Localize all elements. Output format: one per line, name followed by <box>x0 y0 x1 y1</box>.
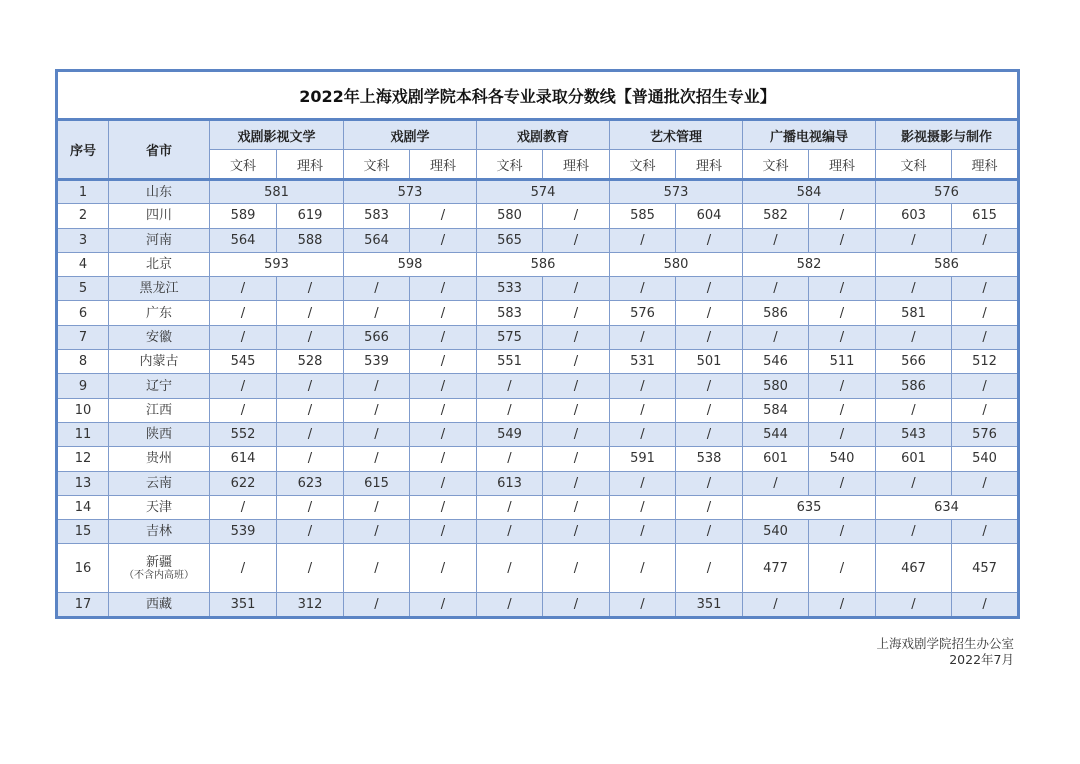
arts-score-cell: 539 <box>210 520 277 544</box>
province-name: 广东 <box>145 305 172 321</box>
row-index: 7 <box>57 325 109 349</box>
science-score-cell: / <box>676 398 743 422</box>
province-name: 云南 <box>145 475 172 491</box>
arts-score-cell: / <box>344 520 410 544</box>
score-cell-merged: 634 <box>876 495 1019 519</box>
arts-subheader: 文科 <box>344 150 410 180</box>
row-index: 5 <box>57 277 109 301</box>
science-score-cell: / <box>809 301 876 325</box>
science-score-cell: / <box>277 398 344 422</box>
science-score-cell: / <box>809 520 876 544</box>
science-score-cell: / <box>543 422 610 446</box>
arts-score-cell: 584 <box>743 398 809 422</box>
science-score-cell: / <box>676 374 743 398</box>
science-score-cell: 540 <box>809 447 876 471</box>
arts-score-cell: / <box>876 228 952 252</box>
arts-score-cell: 583 <box>344 204 410 228</box>
arts-score-cell: / <box>344 398 410 422</box>
arts-score-cell: 544 <box>743 422 809 446</box>
province-cell <box>109 447 210 471</box>
index-header: 序号 <box>57 120 109 180</box>
province-name: 江西 <box>145 402 172 418</box>
arts-score-cell: 589 <box>210 204 277 228</box>
science-score-cell: / <box>410 374 477 398</box>
science-score-cell: / <box>543 301 610 325</box>
science-score-cell: / <box>543 350 610 374</box>
arts-score-cell: / <box>610 495 676 519</box>
score-cell-merged: 573 <box>610 180 743 204</box>
science-score-cell: / <box>809 544 876 593</box>
table-row <box>57 447 1019 471</box>
arts-score-cell: 601 <box>743 447 809 471</box>
science-score-cell: / <box>676 301 743 325</box>
arts-score-cell: 477 <box>743 544 809 593</box>
province-cell <box>109 228 210 252</box>
admission-score-table <box>55 69 1020 619</box>
science-subheader: 理科 <box>277 150 344 180</box>
science-score-cell: / <box>410 544 477 593</box>
arts-score-cell: 586 <box>876 374 952 398</box>
science-score-cell: / <box>277 422 344 446</box>
table-row <box>57 228 1019 252</box>
arts-score-cell: 583 <box>477 301 543 325</box>
province-cell <box>109 398 210 422</box>
science-score-cell: 511 <box>809 350 876 374</box>
score-table-container <box>55 69 1017 619</box>
arts-score-cell: / <box>876 520 952 544</box>
province-cell <box>109 204 210 228</box>
science-score-cell: / <box>809 277 876 301</box>
arts-score-cell: / <box>210 325 277 349</box>
score-cell-merged: 586 <box>477 252 610 276</box>
arts-score-cell: / <box>610 422 676 446</box>
row-index: 17 <box>57 593 109 617</box>
arts-score-cell: 580 <box>477 204 543 228</box>
arts-score-cell: 581 <box>876 301 952 325</box>
score-cell-merged: 574 <box>477 180 610 204</box>
province-name: 西藏 <box>145 597 172 613</box>
arts-score-cell: 585 <box>610 204 676 228</box>
row-index: 14 <box>57 495 109 519</box>
arts-score-cell: / <box>210 374 277 398</box>
arts-score-cell: 580 <box>743 374 809 398</box>
major-header: 戏剧学 <box>344 120 477 150</box>
science-score-cell: / <box>543 228 610 252</box>
science-score-cell: / <box>410 301 477 325</box>
science-score-cell: 312 <box>277 593 344 617</box>
arts-score-cell: / <box>876 471 952 495</box>
arts-score-cell: / <box>610 593 676 617</box>
science-score-cell: 615 <box>952 204 1019 228</box>
science-score-cell: 588 <box>277 228 344 252</box>
arts-subheader: 文科 <box>876 150 952 180</box>
row-index: 12 <box>57 447 109 471</box>
science-score-cell: / <box>410 422 477 446</box>
science-score-cell: 457 <box>952 544 1019 593</box>
science-score-cell: / <box>676 325 743 349</box>
province-name: 天津 <box>145 500 172 515</box>
arts-score-cell: 545 <box>210 350 277 374</box>
science-score-cell: / <box>543 374 610 398</box>
row-index: 4 <box>57 252 109 276</box>
arts-score-cell: 531 <box>610 350 676 374</box>
arts-score-cell: 549 <box>477 422 543 446</box>
arts-score-cell: 351 <box>210 593 277 617</box>
science-score-cell: / <box>952 374 1019 398</box>
arts-score-cell: / <box>344 277 410 301</box>
province-cell <box>109 544 210 593</box>
science-score-cell: / <box>676 520 743 544</box>
table-row <box>57 520 1019 544</box>
row-index: 3 <box>57 228 109 252</box>
arts-score-cell: 576 <box>610 301 676 325</box>
science-score-cell: / <box>277 277 344 301</box>
province-name: 内蒙古 <box>139 354 179 370</box>
arts-score-cell: / <box>344 422 410 446</box>
science-score-cell: / <box>676 544 743 593</box>
table-row <box>57 471 1019 495</box>
arts-score-cell: / <box>210 398 277 422</box>
science-score-cell: / <box>410 398 477 422</box>
science-score-cell: / <box>410 350 477 374</box>
arts-score-cell: / <box>344 495 410 519</box>
science-score-cell: / <box>410 277 477 301</box>
arts-score-cell: / <box>210 544 277 593</box>
science-score-cell: / <box>543 325 610 349</box>
score-cell-merged: 581 <box>210 180 344 204</box>
science-score-cell: 540 <box>952 447 1019 471</box>
arts-score-cell: 552 <box>210 422 277 446</box>
score-cell-merged: 584 <box>743 180 876 204</box>
row-index: 6 <box>57 301 109 325</box>
province-name: 山东 <box>145 184 172 200</box>
arts-score-cell: 543 <box>876 422 952 446</box>
table-row <box>57 180 1019 204</box>
arts-subheader: 文科 <box>743 150 809 180</box>
science-subheader: 理科 <box>809 150 876 180</box>
arts-score-cell: / <box>610 544 676 593</box>
arts-score-cell: / <box>743 593 809 617</box>
arts-score-cell: 566 <box>876 350 952 374</box>
science-score-cell: / <box>952 593 1019 617</box>
arts-subheader: 文科 <box>477 150 543 180</box>
science-score-cell: / <box>543 398 610 422</box>
table-row <box>57 252 1019 276</box>
science-score-cell: / <box>277 301 344 325</box>
province-name: 北京 <box>145 257 172 273</box>
arts-score-cell: 540 <box>743 520 809 544</box>
table-title: 2022年上海戏剧学院本科各专业录取分数线【普通批次招生专业】 <box>57 71 1019 120</box>
table-row <box>57 277 1019 301</box>
science-score-cell: / <box>277 447 344 471</box>
science-subheader: 理科 <box>676 150 743 180</box>
science-score-cell: / <box>952 228 1019 252</box>
science-score-cell: / <box>543 204 610 228</box>
province-name: 吉林 <box>145 524 172 540</box>
arts-score-cell: / <box>477 398 543 422</box>
arts-score-cell: / <box>610 398 676 422</box>
arts-score-cell: 551 <box>477 350 543 374</box>
science-score-cell: / <box>952 277 1019 301</box>
major-header: 广播电视编导 <box>743 120 876 150</box>
arts-score-cell: / <box>344 593 410 617</box>
science-score-cell: / <box>410 495 477 519</box>
arts-score-cell: / <box>610 228 676 252</box>
arts-score-cell: / <box>743 325 809 349</box>
science-score-cell: 619 <box>277 204 344 228</box>
science-score-cell: / <box>410 593 477 617</box>
arts-score-cell: 613 <box>477 471 543 495</box>
province-cell <box>109 593 210 617</box>
province-cell <box>109 301 210 325</box>
science-score-cell: / <box>676 495 743 519</box>
arts-score-cell: 564 <box>210 228 277 252</box>
province-name: 贵州 <box>145 451 172 467</box>
table-row <box>57 398 1019 422</box>
province-header: 省市 <box>109 120 210 180</box>
arts-score-cell: / <box>210 277 277 301</box>
science-score-cell: 623 <box>277 471 344 495</box>
major-header: 戏剧教育 <box>477 120 610 150</box>
score-cell-merged: 593 <box>210 252 344 276</box>
science-score-cell: / <box>809 593 876 617</box>
arts-score-cell: / <box>876 593 952 617</box>
province-cell <box>109 252 210 276</box>
row-index: 15 <box>57 520 109 544</box>
footer-signature <box>876 636 1014 668</box>
science-score-cell: / <box>277 520 344 544</box>
science-score-cell: / <box>809 471 876 495</box>
row-index: 13 <box>57 471 109 495</box>
science-score-cell: 512 <box>952 350 1019 374</box>
row-index: 1 <box>57 180 109 204</box>
province-name: 陕西 <box>145 427 172 443</box>
province-name: 安徽 <box>145 329 172 345</box>
science-score-cell: / <box>543 277 610 301</box>
science-score-cell: / <box>543 520 610 544</box>
science-score-cell: / <box>277 374 344 398</box>
arts-subheader: 文科 <box>210 150 277 180</box>
arts-score-cell: 615 <box>344 471 410 495</box>
score-cell-merged: 635 <box>743 495 876 519</box>
arts-score-cell: / <box>344 544 410 593</box>
table-row <box>57 325 1019 349</box>
arts-score-cell: / <box>344 447 410 471</box>
arts-score-cell: 622 <box>210 471 277 495</box>
arts-score-cell: / <box>876 398 952 422</box>
office-name: 上海戏剧学院招生办公室 <box>876 636 1014 651</box>
arts-score-cell: / <box>610 374 676 398</box>
score-cell-merged: 598 <box>344 252 477 276</box>
province-cell <box>109 374 210 398</box>
arts-score-cell: / <box>876 325 952 349</box>
science-score-cell: / <box>952 471 1019 495</box>
province-cell <box>109 495 210 519</box>
major-header: 艺术管理 <box>610 120 743 150</box>
arts-score-cell: / <box>743 228 809 252</box>
province-name: 辽宁 <box>145 378 172 394</box>
table-row <box>57 422 1019 446</box>
science-score-cell: / <box>410 447 477 471</box>
arts-score-cell: 539 <box>344 350 410 374</box>
arts-score-cell: / <box>610 471 676 495</box>
science-score-cell: / <box>952 520 1019 544</box>
row-index: 9 <box>57 374 109 398</box>
science-score-cell: / <box>809 325 876 349</box>
arts-score-cell: / <box>610 277 676 301</box>
science-subheader: 理科 <box>543 150 610 180</box>
row-index: 2 <box>57 204 109 228</box>
province-cell <box>109 520 210 544</box>
arts-score-cell: 467 <box>876 544 952 593</box>
arts-score-cell: / <box>477 447 543 471</box>
table-row <box>57 495 1019 519</box>
science-score-cell: / <box>952 325 1019 349</box>
arts-score-cell: 575 <box>477 325 543 349</box>
science-score-cell: 576 <box>952 422 1019 446</box>
science-score-cell: / <box>676 471 743 495</box>
science-score-cell: / <box>809 374 876 398</box>
science-score-cell: / <box>277 544 344 593</box>
arts-score-cell: / <box>477 544 543 593</box>
row-index: 16 <box>57 544 109 593</box>
province-cell <box>109 180 210 204</box>
arts-score-cell: / <box>477 520 543 544</box>
province-name: 河南 <box>145 232 172 248</box>
major-header: 戏剧影视文学 <box>210 120 344 150</box>
score-cell-merged: 573 <box>344 180 477 204</box>
score-cell-merged: 586 <box>876 252 1019 276</box>
science-subheader: 理科 <box>952 150 1019 180</box>
science-score-cell: / <box>952 398 1019 422</box>
science-score-cell: / <box>543 471 610 495</box>
arts-score-cell: / <box>610 325 676 349</box>
science-score-cell: / <box>543 447 610 471</box>
province-cell <box>109 471 210 495</box>
table-row <box>57 204 1019 228</box>
arts-score-cell: / <box>344 374 410 398</box>
province-cell <box>109 277 210 301</box>
arts-score-cell: 591 <box>610 447 676 471</box>
province-name: 黑龙江 <box>139 281 179 297</box>
arts-score-cell: 582 <box>743 204 809 228</box>
footer-date: 2022年7月 <box>949 652 1014 667</box>
arts-score-cell: / <box>210 495 277 519</box>
province-name: 四川 <box>145 208 172 224</box>
science-score-cell: 528 <box>277 350 344 374</box>
row-index: 11 <box>57 422 109 446</box>
arts-score-cell: / <box>477 593 543 617</box>
science-score-cell: 501 <box>676 350 743 374</box>
row-index: 10 <box>57 398 109 422</box>
arts-score-cell: / <box>876 277 952 301</box>
science-score-cell: / <box>410 325 477 349</box>
arts-score-cell: 546 <box>743 350 809 374</box>
science-score-cell: / <box>410 204 477 228</box>
science-score-cell: / <box>543 593 610 617</box>
science-score-cell: / <box>809 228 876 252</box>
row-index: 8 <box>57 350 109 374</box>
science-score-cell: 538 <box>676 447 743 471</box>
science-score-cell: / <box>410 520 477 544</box>
province-cell <box>109 422 210 446</box>
arts-score-cell: / <box>477 374 543 398</box>
table-row <box>57 350 1019 374</box>
science-subheader: 理科 <box>410 150 477 180</box>
province-cell <box>109 350 210 374</box>
table-row <box>57 301 1019 325</box>
arts-score-cell: / <box>743 471 809 495</box>
arts-score-cell: 603 <box>876 204 952 228</box>
province-name: 新疆 <box>145 554 172 570</box>
arts-score-cell: 601 <box>876 447 952 471</box>
arts-score-cell: / <box>477 495 543 519</box>
arts-score-cell: 533 <box>477 277 543 301</box>
arts-score-cell: / <box>743 277 809 301</box>
score-cell-merged: 580 <box>610 252 743 276</box>
science-score-cell: / <box>676 277 743 301</box>
arts-score-cell: 564 <box>344 228 410 252</box>
major-header: 影视摄影与制作 <box>876 120 1019 150</box>
province-cell <box>109 325 210 349</box>
score-cell-merged: 576 <box>876 180 1019 204</box>
science-score-cell: / <box>676 228 743 252</box>
science-score-cell: / <box>543 544 610 593</box>
science-score-cell: / <box>277 325 344 349</box>
arts-score-cell: / <box>210 301 277 325</box>
science-score-cell: / <box>410 228 477 252</box>
science-score-cell: / <box>952 301 1019 325</box>
science-score-cell: / <box>809 204 876 228</box>
science-score-cell: / <box>676 422 743 446</box>
score-cell-merged: 582 <box>743 252 876 276</box>
science-score-cell: / <box>410 471 477 495</box>
science-score-cell: / <box>809 422 876 446</box>
science-score-cell: 604 <box>676 204 743 228</box>
arts-score-cell: / <box>610 520 676 544</box>
science-score-cell: 351 <box>676 593 743 617</box>
science-score-cell: / <box>543 495 610 519</box>
science-score-cell: / <box>277 495 344 519</box>
arts-score-cell: 566 <box>344 325 410 349</box>
arts-score-cell: 614 <box>210 447 277 471</box>
arts-score-cell: 565 <box>477 228 543 252</box>
table-row <box>57 374 1019 398</box>
arts-score-cell: 586 <box>743 301 809 325</box>
science-score-cell: / <box>809 398 876 422</box>
province-note: （不含内高班） <box>124 569 194 581</box>
arts-score-cell: / <box>344 301 410 325</box>
table-row <box>57 593 1019 617</box>
table-row <box>57 544 1019 593</box>
arts-subheader: 文科 <box>610 150 676 180</box>
